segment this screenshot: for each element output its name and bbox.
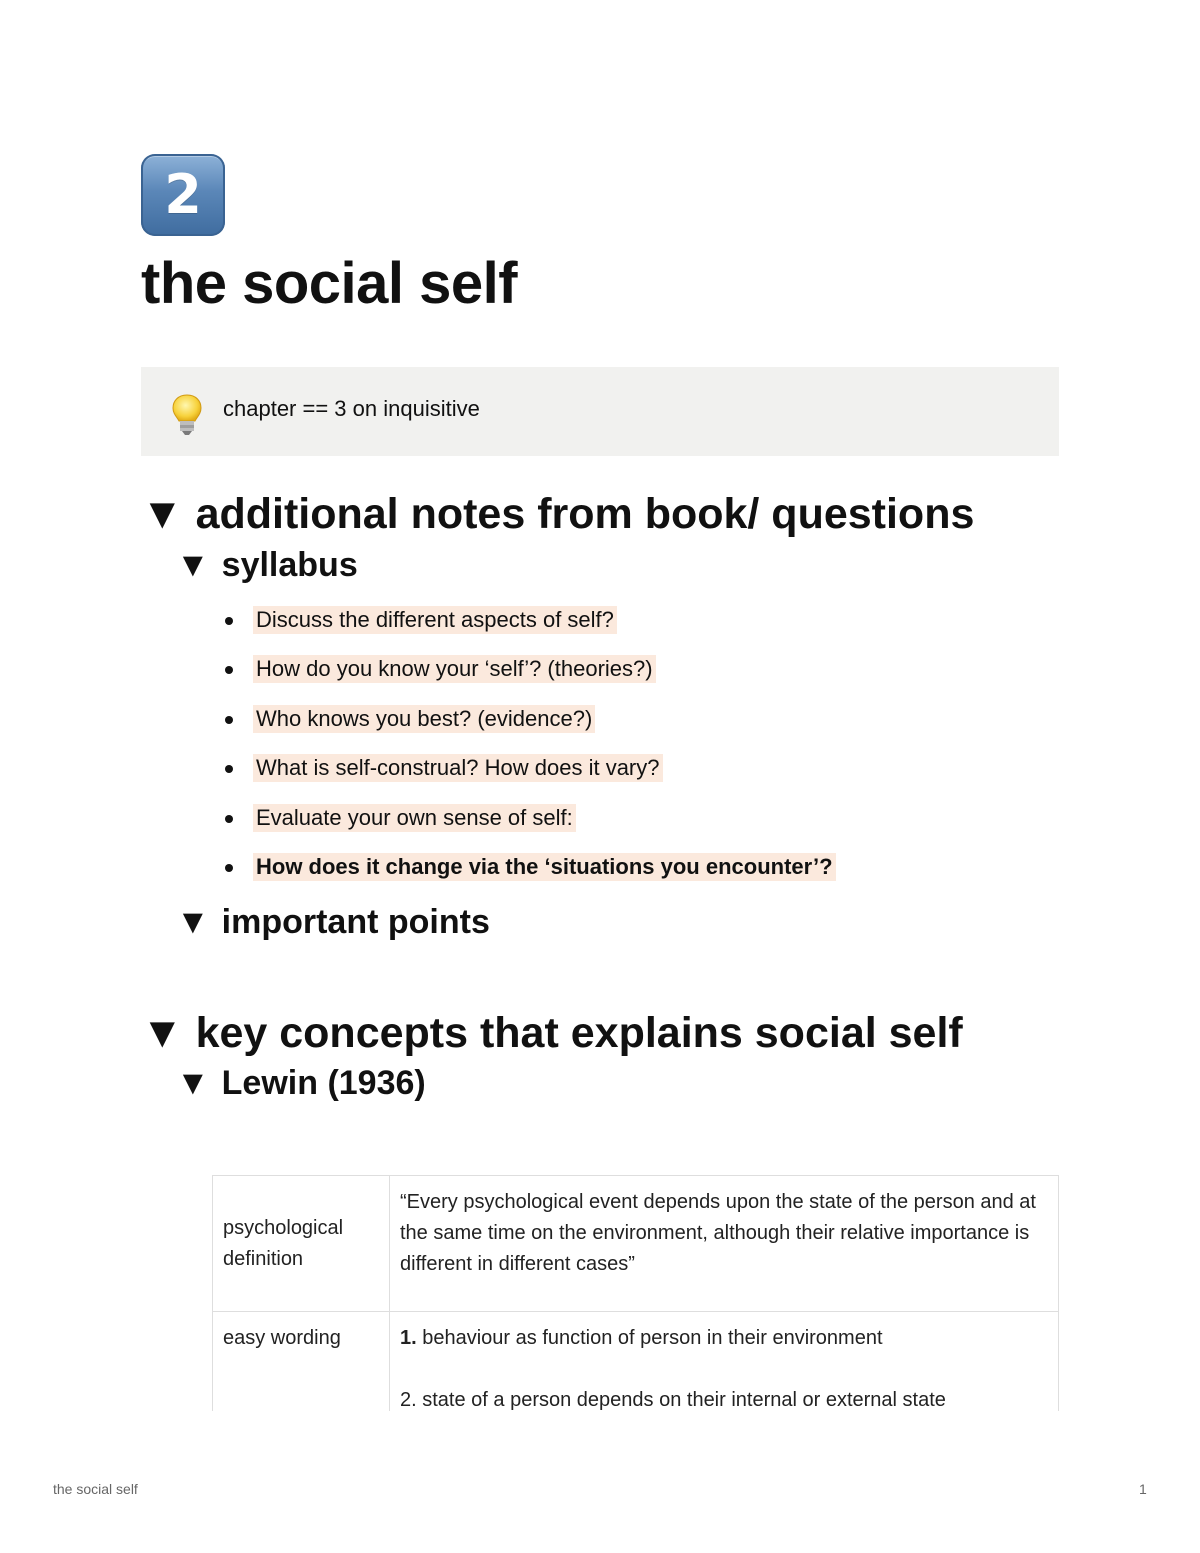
- heading-text: Lewin (1936): [221, 1064, 426, 1102]
- toggle-triangle-icon[interactable]: ▼: [176, 903, 210, 941]
- bullet-icon: [225, 716, 233, 724]
- highlighted-text: How do you know your ‘self’? (theories?): [253, 655, 656, 683]
- table: [212, 1175, 1059, 1411]
- callout-text: chapter == 3 on inquisitive: [223, 396, 480, 421]
- heading-text: syllabus: [221, 546, 358, 584]
- heading-text: additional notes from book/ questions: [195, 490, 975, 538]
- table-row: [213, 1176, 1059, 1312]
- table-cell-value: [390, 1312, 1059, 1412]
- bullet-icon: [225, 617, 233, 625]
- line-number: 1.: [400, 1327, 417, 1349]
- table-cell-label: psychological definition: [213, 1176, 390, 1312]
- toggle-heading-syllabus[interactable]: [176, 546, 358, 585]
- toggle-triangle-icon[interactable]: ▼: [176, 1064, 210, 1102]
- highlighted-text: How does it change via the ‘situations you encounter’?: [253, 853, 836, 881]
- line-text: state of a person depends on their internal or external state: [416, 1389, 946, 1411]
- heading-text: important points: [221, 903, 490, 941]
- numbered-line: [400, 1323, 1048, 1354]
- callout-block: [141, 367, 1059, 456]
- toggle-triangle-icon[interactable]: ▼: [176, 546, 210, 584]
- toggle-heading-important-points[interactable]: [176, 903, 490, 942]
- page-icon-glyph: 2: [164, 163, 202, 226]
- highlighted-text: Discuss the different aspects of self?: [253, 606, 617, 634]
- highlighted-text: What is self-construal? How does it vary?: [253, 754, 663, 782]
- table-row: [213, 1312, 1059, 1412]
- bullet-icon: [225, 666, 233, 674]
- toggle-triangle-icon[interactable]: ▼: [141, 1009, 184, 1057]
- numbered-line: [400, 1385, 1048, 1411]
- bullet-icon: [225, 765, 233, 773]
- bullet-icon: [225, 864, 233, 872]
- toggle-heading-additional-notes[interactable]: [141, 490, 974, 539]
- light-bulb-icon: [170, 393, 204, 437]
- heading-text: key concepts that explains social self: [195, 1009, 963, 1057]
- table-cell-value: “Every psychological event depends upon the state of the person and at the same time on the environment, although their relative importance is different in different cases”: [390, 1176, 1059, 1312]
- lewin-table: [212, 1175, 1059, 1411]
- footer-document-title: the social self: [53, 1481, 138, 1497]
- keycap-digit-two-icon: [141, 154, 225, 236]
- footer-page-number: 1: [1139, 1481, 1147, 1497]
- line-number: 2.: [400, 1389, 417, 1411]
- highlighted-text: Evaluate your own sense of self:: [253, 804, 576, 832]
- highlighted-text: Who knows you best? (evidence?): [253, 705, 595, 733]
- bullet-icon: [225, 815, 233, 823]
- page-title: the social self: [141, 251, 518, 316]
- toggle-heading-key-concepts[interactable]: [141, 1009, 963, 1058]
- line-text: behaviour as function of person in their environment: [416, 1327, 883, 1349]
- table-cell-label: easy wording: [213, 1312, 390, 1412]
- toggle-heading-lewin[interactable]: [176, 1064, 426, 1103]
- toggle-triangle-icon[interactable]: ▼: [141, 490, 184, 538]
